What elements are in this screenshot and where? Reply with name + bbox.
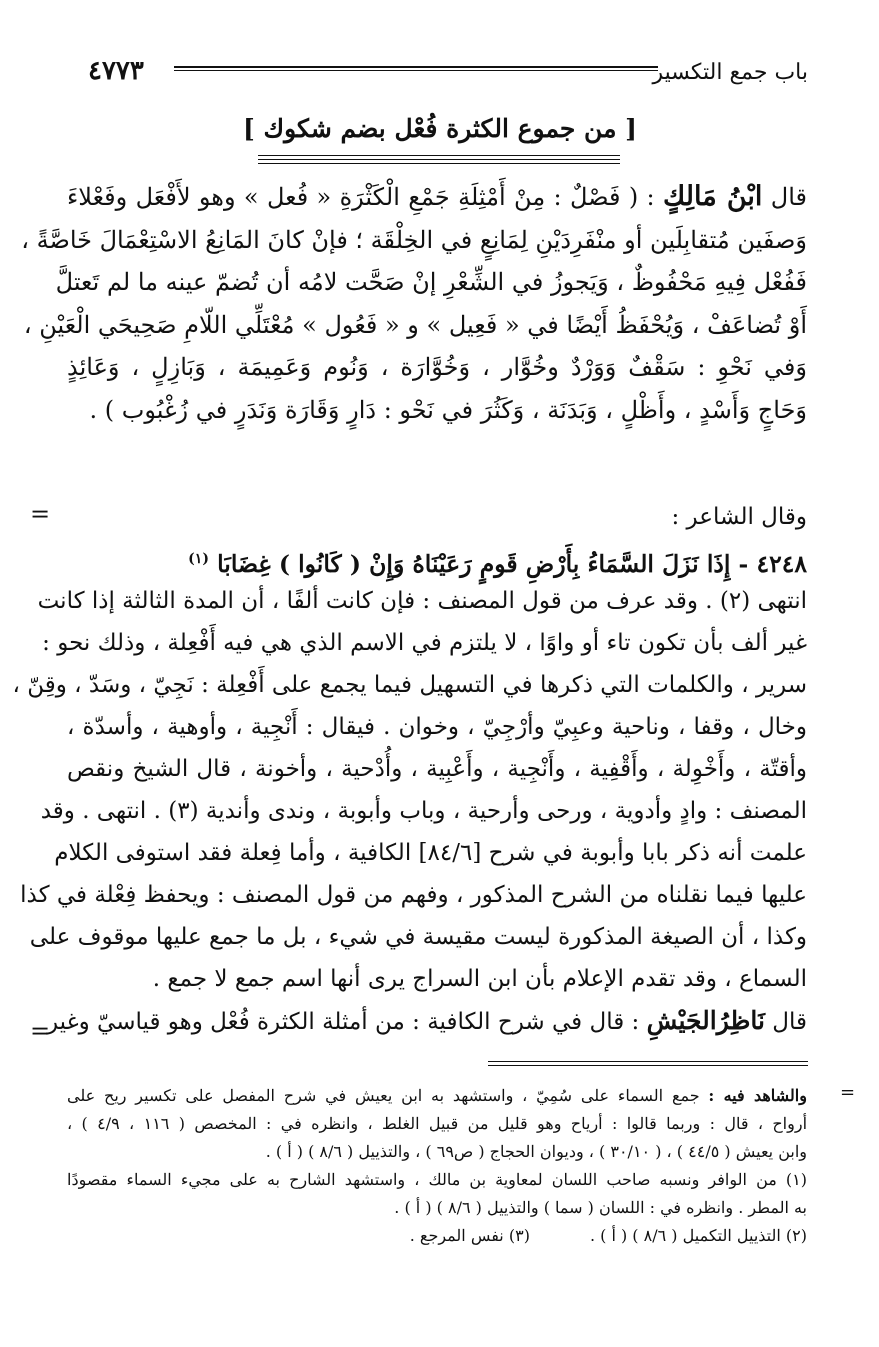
section-title: [ من جموع الكثرة فُعْل بضم شكوك ] xyxy=(242,114,638,143)
speaker-name: ابْنُ مَالِكٍ xyxy=(663,181,763,212)
commentary-line: السماع ، وقد تقدم الإعلام بأن ابن السراج يرى أنها اسم جمع لا جمع . xyxy=(152,966,807,992)
main-line: فَفُعْل فِيهِ مَحْفُوظٌ ، وَيَجوزُ في الشِّعْرِ إنْ صَحَّت لامُه أن تُضمّ عينه ما لم تَعتلَّ xyxy=(55,268,807,296)
main-line: قال ابْنُ مَالِكٍ : ( فَصْلٌ : مِنْ أَمْثِلَةِ جَمْعِ الْكَثْرَةِ « فُعل » وهو لأَفْعَل وفَعْلاءَ xyxy=(67,181,807,212)
page-header xyxy=(88,56,808,92)
verse-line: ٤٢٤٨ - إِذَا نَزَلَ السَّمَاءُ بِأَرْضِ قَومٍ رَعَيْنَاهُ وَإِنْ ( كَانُوا ) غِضَابَا $^{(١)}$ xyxy=(188,549,807,578)
footnote-2: (٢) التذييل التكميل ( ٨/٦ ) ( أ ) . xyxy=(589,1226,807,1245)
commentary-line: وأقتّة ، وأَخْوِلة ، وأَقْفِية ، وأَنْجِية ، وأَعْبِية ، وأُدْحية ، وأخونة ، قال الشيخ ونقص xyxy=(67,756,807,782)
main-line: أَوْ تُضاعَفْ ، وَيُحْفَظُ أَيْضًا في « فَعِيل » و « فَعُول » مُعْتَلِّي اللّامِ صَحِيحَي الْعَيْنِ ، xyxy=(23,310,807,339)
footnotes xyxy=(67,1082,807,1250)
commentary-line: غير ألف بأن تكون تاء أو واوًا ، لا يلتزم في الاسم الذي هي فيه أَفْعِلة ، وذلك نحو : xyxy=(42,630,807,656)
commentary-line: انتهى (٢) . وقد عرف من قول المصنف : فإن كانت ألفًا ، أن المدة الثالثة إذا كانت xyxy=(37,588,807,614)
verse-footnote-ref: (١) xyxy=(188,551,209,567)
nazir-name: نَاظِرُالجَيْشِ xyxy=(646,1006,765,1035)
main-text xyxy=(21,176,807,431)
title-underline xyxy=(258,155,620,167)
footnote-line: (١) من الوافر ونسبه صاحب اللسان لمعاوية بن مالك ، واستشهد الشارح به على مجيء السماء مقصودًا xyxy=(67,1170,807,1189)
footnote-continuation-mark: = xyxy=(840,1082,856,1103)
commentary-line: وخال ، وقفا ، وناحية وعبِيّ وأرْجِيّ ، وخوان . فيقال : أَنْجِية ، وأوهية ، وأسدّة ، xyxy=(67,714,807,740)
footnote-line: والشاهد فيه : جمع السماء على سُمِيّ ، واستشهد به ابن يعيش في شرح المفصل على تكسير ريح على xyxy=(67,1086,807,1105)
main-line: وَصفَين مُتقابِلَين أو منْفَرِدَيْنِ لِمَانِعٍ في الخِلْقَة ؛ فإنْ كانَ المَانِعُ الاسْتِعْمَالَ خَاصَّةً ، xyxy=(21,225,807,254)
footnote-separator xyxy=(488,1061,808,1069)
verse-text: إِذَا نَزَلَ السَّمَاءُ بِأَرْضِ قَومٍ رَعَيْنَاهُ وَإِنْ ( كَانُوا ) غِضَابَا xyxy=(217,549,731,578)
footnote-line: أرواح ، قال : وربما قالوا : أرياح وهو قليل من قبيل الغلط ، وانظره في : المخصص ( ١١٦ ، ٤/٩ ) ، xyxy=(67,1114,808,1133)
poet-intro: وقال الشاعر : xyxy=(671,504,807,530)
commentary-line: سرير ، والكلمات التي ذكرها في التسهيل فيما يجمع على أَفْعِلة : نَجِيّ ، وسَدّ ، وقِنّ ، xyxy=(12,672,807,698)
commentary-line: علمت أنه ذكر بابا وأبوبة في شرح [٨٤/٦] الكافية ، وأما فِعلة فقد استوفى الكلام xyxy=(54,840,807,866)
page-number: ٤٧٧٣ xyxy=(88,56,144,86)
continuation-mark: = xyxy=(30,500,51,528)
nazir-line: قال نَاظِرُالجَيْشِ : قال في شرح الكافية : من أمثلة الكثرة فُعْل وهو قياسيّ وغير xyxy=(46,1006,807,1035)
verse-number: ٤٢٤٨ xyxy=(756,549,807,578)
commentary-line: المصنف : وادٍ وأدوية ، ورحى وأرحية ، وباب وأبوبة ، وندى وأندية (٣) . انتهى . وقد xyxy=(40,798,807,824)
main-line: وَفي نَحْوِ : سَقْفٌ وَوَرْدٌ وخُوَّار ، وَخُوَّارَة ، وَنُوم وَعَمِيمَة ، وَبَازِلٍ ، وَعَائِذٍ xyxy=(67,353,807,381)
header-rule-thin xyxy=(174,70,658,71)
main-line: وَحَاجٍ وَأَسْدٍ ، وأَظْلٍ ، وَبَدَنَة ، وَكَثُرَ في نَحْو : دَارٍ وَقَارَة وَنَدَرٍ في زُغْبُوب ) . xyxy=(89,395,807,424)
footnote-line: وابن يعيش ( ٤٤/٥ ) ، ( ٣٠/١٠ ) ، وديوان الحجاج ( ص٦٩ ) ، والتذييل ( ٨/٦ ) ( أ ) . xyxy=(265,1142,807,1161)
footnote-3: (٣) نفس المرجع . xyxy=(409,1226,530,1245)
footnote-line: به المطر . وانظره في : اللسان ( سما ) والتذييل ( ٨/٦ ) ( أ ) . xyxy=(394,1198,807,1217)
continuation-mark: = xyxy=(30,1017,51,1045)
commentary-line: عليها فيما نقلناه من الشرح المذكور ، وفهم من قول المصنف : ويحفظ فِعْلة في كذا xyxy=(20,882,807,908)
chapter-title: باب جمع التكسير xyxy=(652,60,808,85)
commentary-text xyxy=(12,496,807,1042)
footnote-line xyxy=(67,1222,807,1250)
commentary-line: وكذا ، أن الصيغة المذكورة ليست مقيسة في شيء ، بل ما جمع عليها موقوف على xyxy=(29,924,807,950)
header-rule xyxy=(174,66,658,68)
